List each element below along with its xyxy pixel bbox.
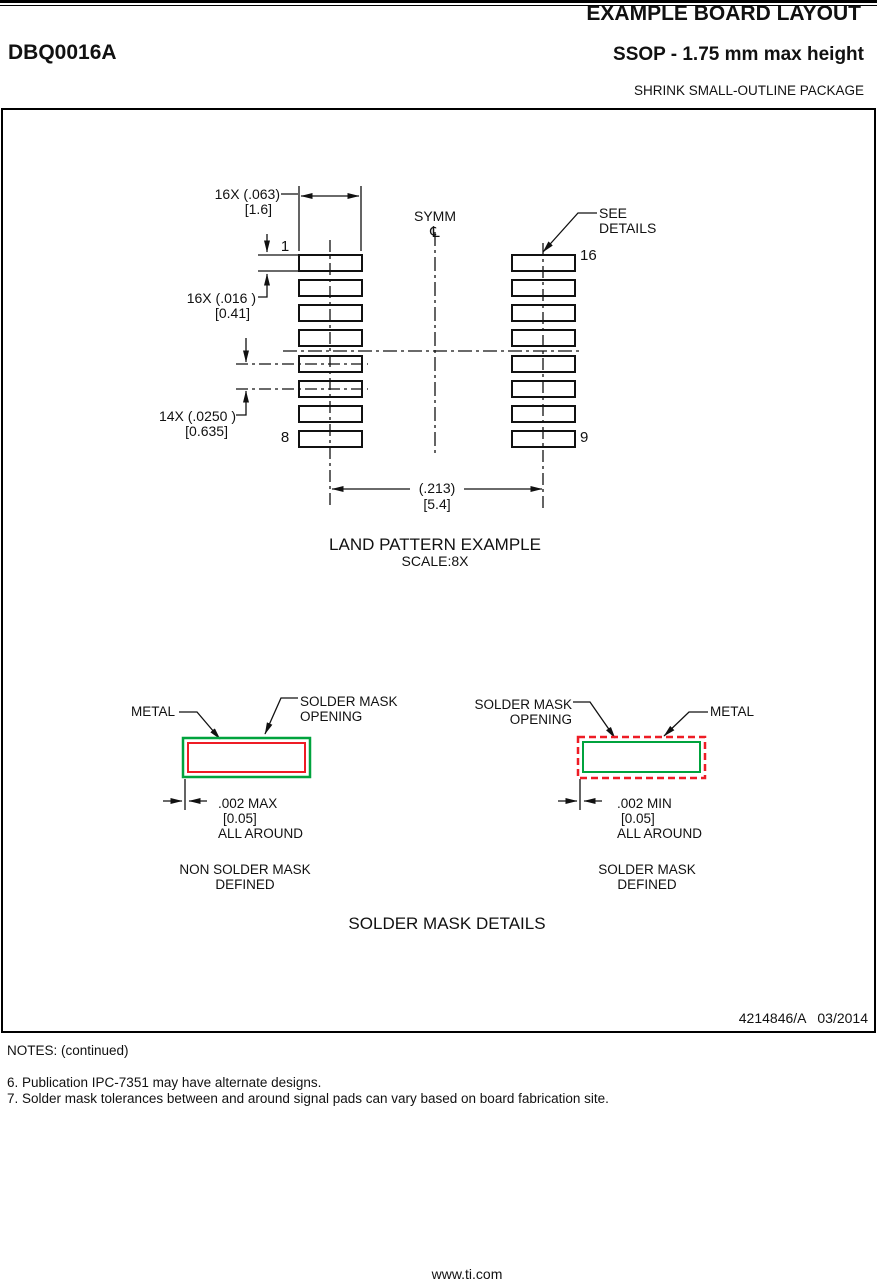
pad-width-dim-label: 16X (.063) bbox=[214, 186, 280, 202]
metal-leader bbox=[664, 712, 708, 736]
land-pattern-scale: SCALE:8X bbox=[401, 553, 469, 569]
smd-caption-line2: DEFINED bbox=[617, 877, 677, 892]
pin-8-label: 8 bbox=[280, 429, 290, 446]
page-title: EXAMPLE BOARD LAYOUT bbox=[586, 2, 861, 25]
pad-width-dim-metric: [1.6] bbox=[244, 201, 272, 217]
page-subtitle: SSOP - 1.75 mm max height bbox=[613, 44, 864, 65]
smd-opening-label-line1: SOLDER MASK bbox=[474, 697, 572, 712]
metal-leader bbox=[179, 712, 220, 739]
pitch-dim-label: 14X (.0250 ) bbox=[158, 408, 236, 424]
see-details-label-line2: DETAILS bbox=[599, 220, 657, 236]
span-dim-label: (.213) bbox=[418, 480, 456, 496]
part-number: DBQ0016A bbox=[8, 41, 117, 64]
smd-offset-dim: .002 MIN bbox=[617, 796, 672, 811]
pitch-dim-metric: [0.635] bbox=[185, 423, 228, 439]
smd-offset-dim-metric: [0.05] bbox=[621, 811, 655, 826]
doc-number: 4214846/A 03/2014 bbox=[738, 1010, 868, 1026]
span-dim-metric: [5.4] bbox=[423, 496, 451, 512]
smd-caption-line1: SOLDER MASK bbox=[598, 862, 696, 877]
website-link[interactable]: www.ti.com bbox=[431, 1266, 503, 1282]
land-pattern-title: LAND PATTERN EXAMPLE bbox=[329, 535, 541, 554]
symm-label: SYMM bbox=[414, 208, 456, 224]
nsmd-offset-dim: .002 MAX bbox=[218, 796, 278, 811]
nsmd-opening-label-line2: OPENING bbox=[300, 709, 363, 724]
nsmd-caption-line2: DEFINED bbox=[215, 877, 275, 892]
pad-height-dim-metric: [0.41] bbox=[214, 305, 250, 321]
mask-opening-leader bbox=[265, 698, 298, 734]
solder-mask-details-title: SOLDER MASK DETAILS bbox=[348, 914, 546, 933]
mask-opening-leader bbox=[573, 702, 615, 738]
smd-offset-dim-note: ALL AROUND bbox=[617, 826, 703, 841]
dimension-arrow-up bbox=[236, 391, 246, 415]
pin-1-label: 1 bbox=[280, 238, 290, 255]
pin-9-label: 9 bbox=[580, 429, 589, 446]
nsmd-caption-line1: NON SOLDER MASK bbox=[179, 862, 311, 877]
nsmd-offset-dim-metric: [0.05] bbox=[223, 811, 257, 826]
pin-16-label: 16 bbox=[580, 247, 597, 264]
nsmd-metal-rect bbox=[188, 743, 305, 772]
notes-header: NOTES: (continued) bbox=[7, 1043, 129, 1058]
see-details-label-line1: SEE bbox=[599, 205, 628, 221]
centerline-symbol: ℄ bbox=[430, 223, 440, 241]
note-6: 6. Publication IPC-7351 may have alternate designs. bbox=[7, 1075, 322, 1090]
pad-height-dim-label: 16X (.016 ) bbox=[186, 290, 256, 306]
nsmd-metal-label: METAL bbox=[131, 704, 176, 719]
nsmd-offset-dim-note: ALL AROUND bbox=[218, 826, 304, 841]
smd-opening-label-line2: OPENING bbox=[509, 712, 572, 727]
nsmd-opening-label-line1: SOLDER MASK bbox=[300, 694, 398, 709]
package-type-label: SHRINK SMALL-OUTLINE PACKAGE bbox=[633, 83, 864, 98]
dimension-arrow-up bbox=[258, 274, 267, 297]
smd-metal-label: METAL bbox=[710, 704, 755, 719]
smd-mask-opening-rect bbox=[583, 742, 700, 772]
note-7: 7. Solder mask tolerances between and around signal pads can vary based on board fabrication site. bbox=[7, 1091, 609, 1106]
